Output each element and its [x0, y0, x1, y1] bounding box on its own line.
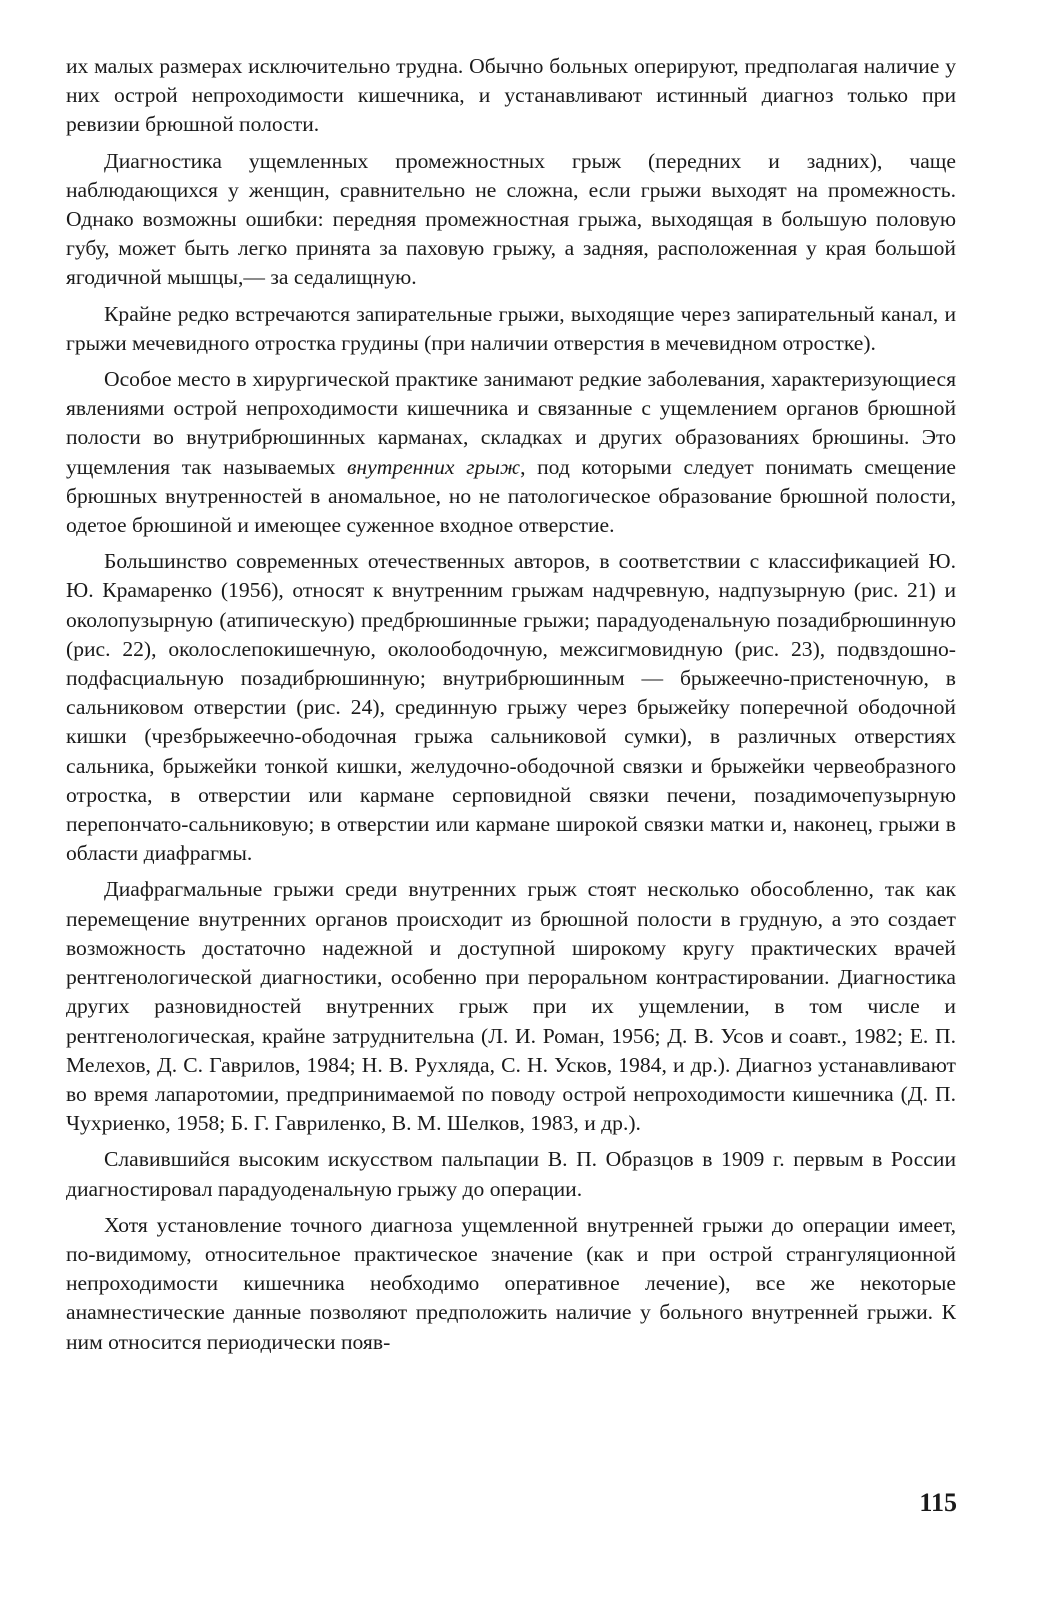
page-number: 115 — [919, 1488, 957, 1517]
paragraph-text: Большинство современных отечественных авторов, в соответствии с классификацией Ю. Ю. Крамаренко (1956), относят к внутренним грыжам надчревную, надпузырную (рис. 21) и околопузырную (атипическую) предбрюшинные грыжи; парадуоденальную позадибрюшинную (рис. 22), околослепокишечную, околоободочную, межсигмовидную (рис. 23), подвздошно-подфасциальную позадибрюшинную; внутрибрюшинным — брыжеечно-пристеночную, в сальниковом отверстии (рис. 24), срединную грыжу через брыжейку поперечной ободочной кишки (чрезбрыжеечно-ободочная грыжа сальниковой сумки), в различных отверстиях сальника, брыжейки тонкой кишки, желудочно-ободочной связки и брыжейки червеобразного отростка, в отверстии или кармане серповидной связки печени, позадимочепузырную перепончато-сальниковую; в отверстии или кармане широкой связки матки и, наконец, грыжи в области диафрагмы. — [66, 549, 956, 866]
paragraph — [66, 300, 956, 358]
paragraph-text: Хотя установление точного диагноза ущемленной внутренней грыжи до операции имеет, по-видимому, относительное практическое значение (как и при острой странгуляционной непроходимости кишечника необходимо оперативное лечение), все же некоторые анамнестические данные позволяют предположить наличие у больного внутренней грыжи. К ним относится периодически появ- — [66, 1212, 956, 1354]
paragraph-text: Диагностика ущемленных промежностных грыж (передних и задних), чаще наблюдающихся у женщин, сравнительно не сложна, если грыжи выходят на промежность. Однако возможны ошибки: передняя промежностная грыжа, выходящая в большую половую губу, может быть легко принята за паховую грыжу, а задняя, расположенная у края большой ягодичной мышцы,— за седалищную. — [66, 148, 956, 290]
paragraph-text: Особое место в хирургической практике занимают редкие заболевания, характеризующиеся явлениями острой непроходимости кишечника и связанные с ущемлением органов брюшной полости во внутрибрюшинных карманах, складках и других образованиях брюшины. Это ущемления так называемых — [66, 367, 956, 479]
paragraph — [66, 547, 956, 868]
paragraph-text: , под которыми следует понимать смещение брюшных внутренностей в аномальное, но не патологическое образование брюшной полости, одетое брюшиной и имеющее суженное входное отверстие. — [66, 454, 956, 538]
paragraph — [66, 1211, 956, 1357]
paragraph-text: Славившийся высоким искусством пальпации В. П. Образцов в 1909 г. первым в России диагностировал парадуоденальную грыжу до операции. — [66, 1147, 956, 1201]
paragraph-text: их малых размерах исключительно трудна. Обычно больных оперируют, предполагая наличие у них острой непроходимости кишечника, и устанавливают истинный диагноз только при ревизии брюшной полости. — [66, 54, 956, 137]
page-body — [66, 52, 956, 1357]
paragraph-text: Крайне редко встречаются запирательные грыжи, выходящие через запирательный канал, и грыжи мечевидного отростка грудины (при наличии отверстия в мечевидном отростке). — [66, 301, 956, 355]
paragraph — [66, 52, 956, 140]
paragraph — [66, 147, 956, 293]
paragraph-text: Диафрагмальные грыжи среди внутренних грыж стоят несколько обособленно, так как перемещение внутренних органов происходит из брюшной полости в грудную, а это создает возможность достаточно надежной и доступной широкому кругу практических врачей рентгенологической диагностики, особенно при пероральном контрастировании. Диагностика других разновидностей внутренних грыж при их ущемлении, в том числе и рентгенологическая, крайне затруднительна (Л. И. Роман, 1956; Д. В. Усов и соавт., 1982; Е. П. Мелехов, Д. С. Гаврилов, 1984; Н. В. Рухляда, С. Н. Усков, 1984, и др.). Диагноз устанавливают во время лапаротомии, предпринимаемой по поводу острой непроходимости кишечника (Д. П. Чухриенко, 1958; Б. Г. Гавриленко, В. М. Шелков, 1983, и др.). — [66, 877, 956, 1136]
italic-term: внутренних грыж — [347, 454, 521, 479]
paragraph — [66, 365, 956, 540]
paragraph — [66, 1145, 956, 1203]
paragraph — [66, 875, 956, 1138]
